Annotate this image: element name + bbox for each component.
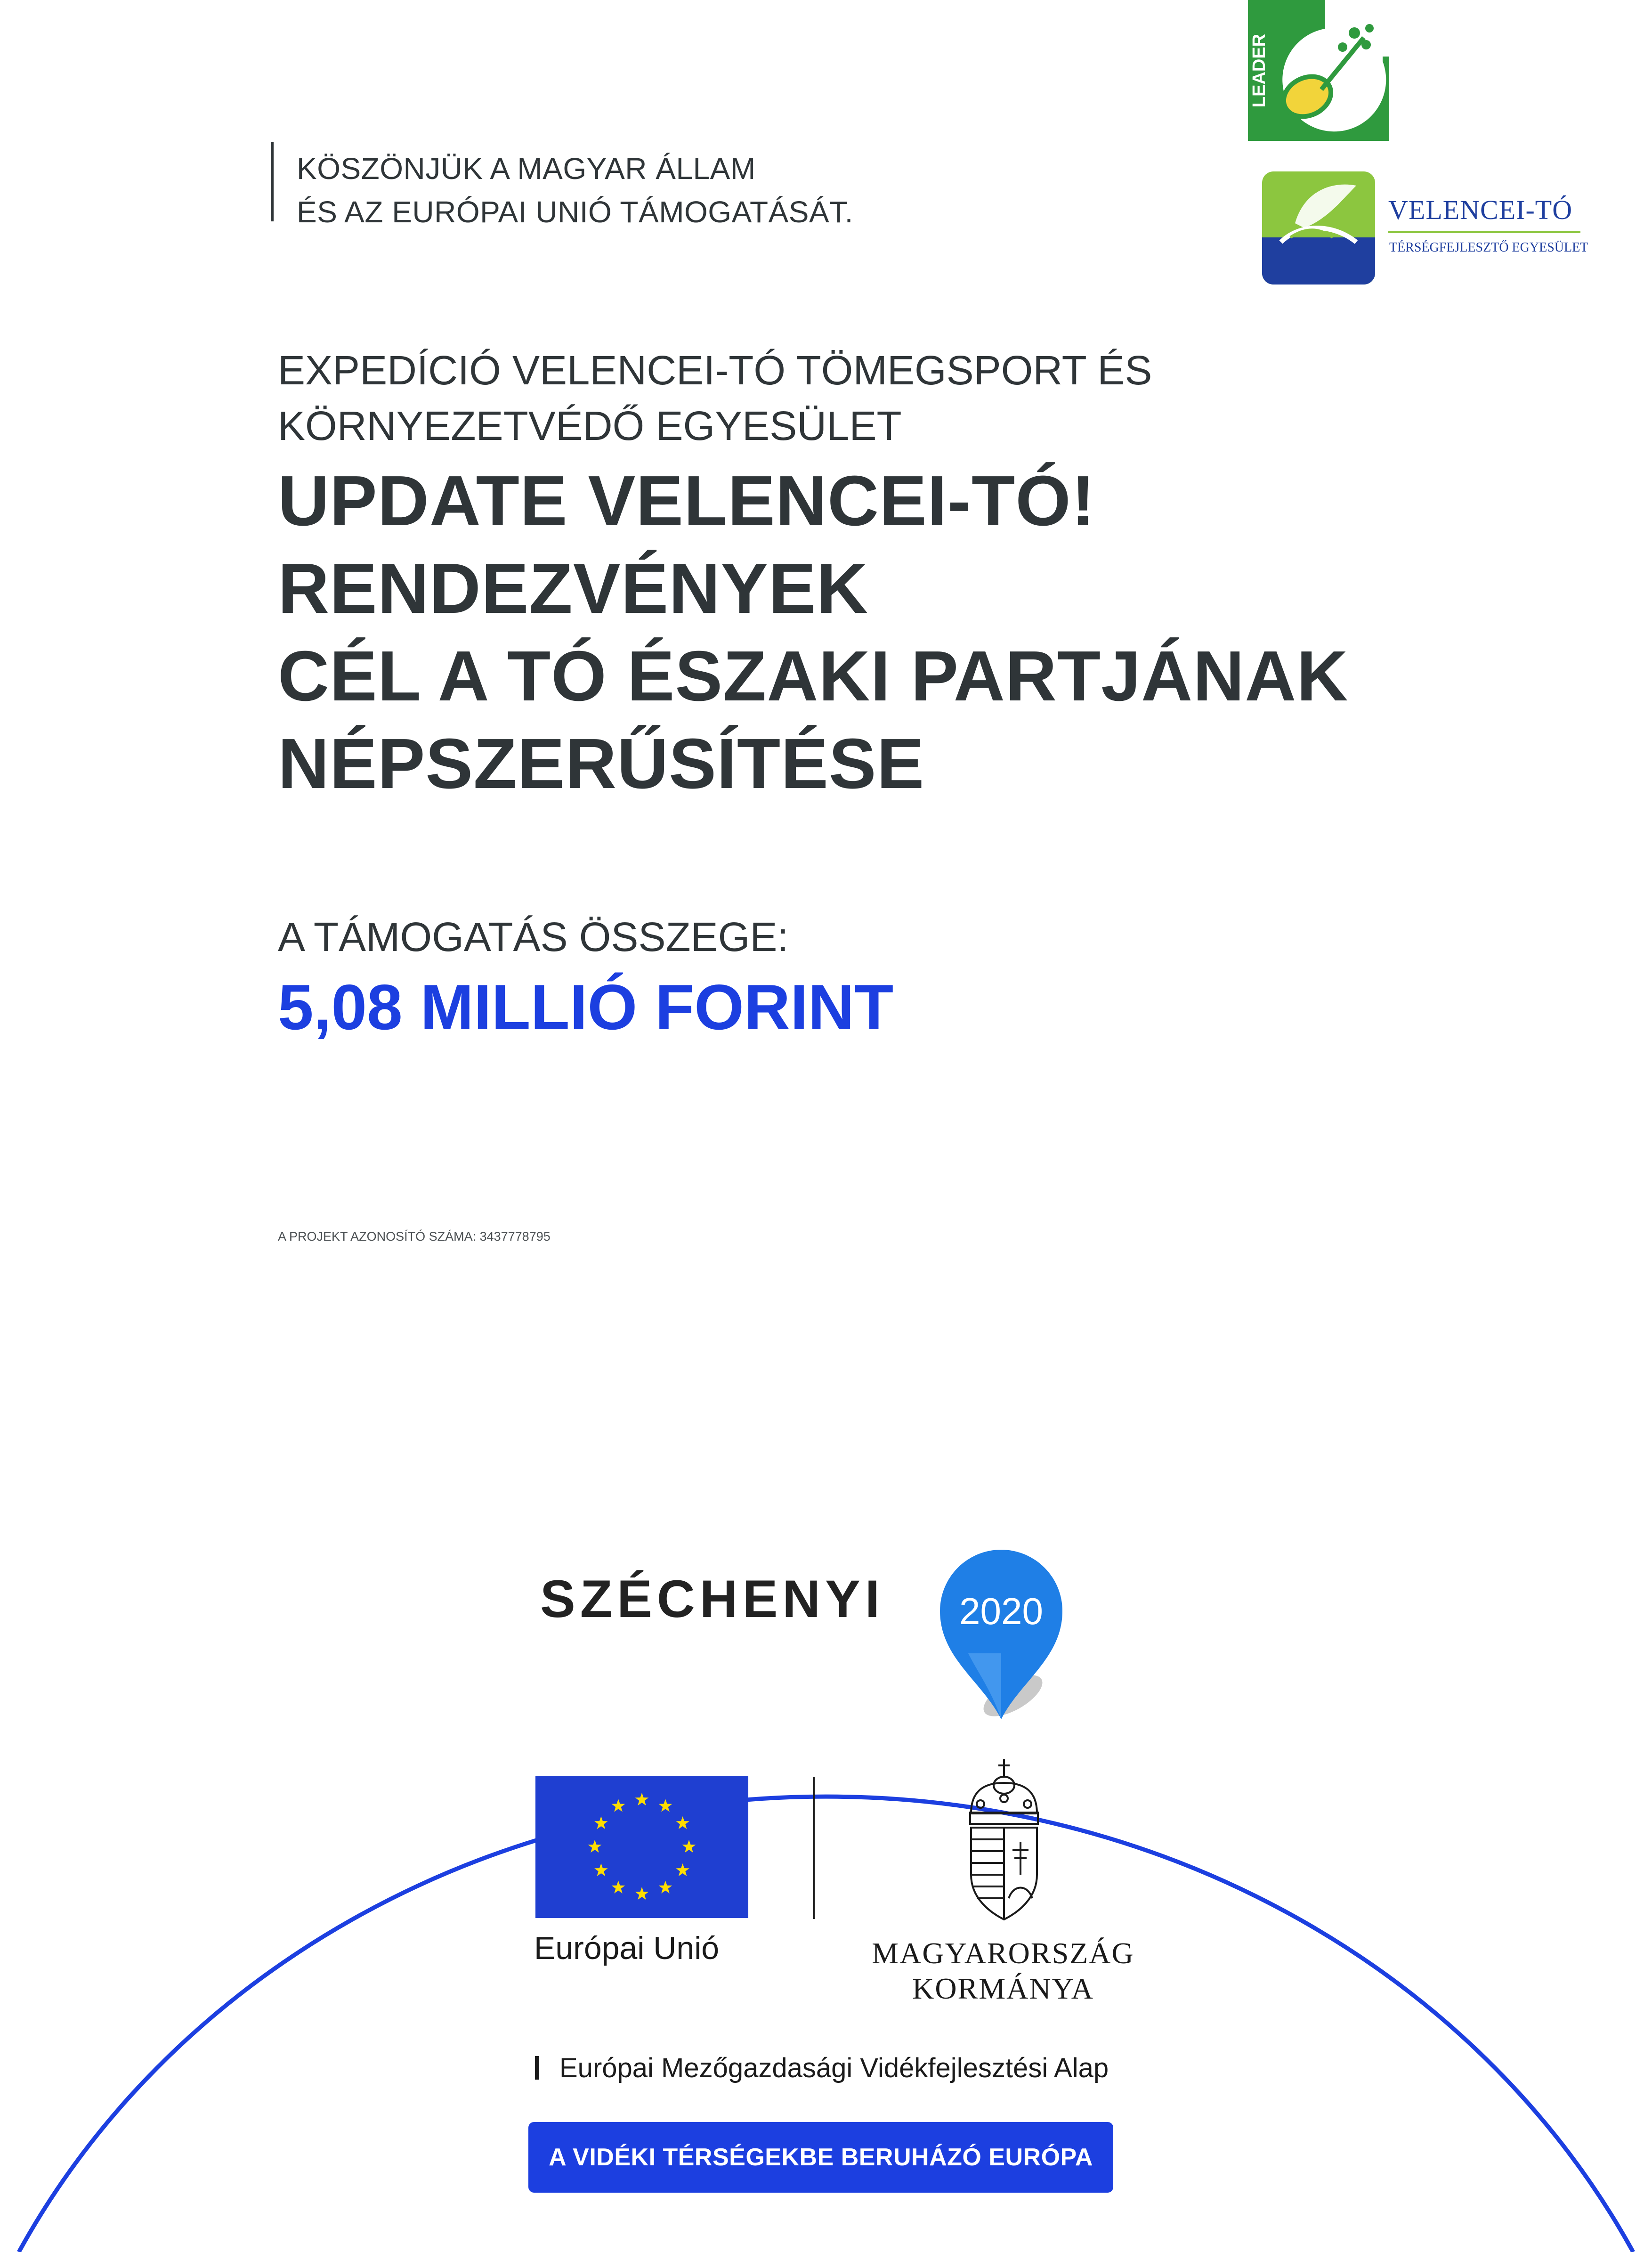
eu-star-icon <box>612 1799 625 1812</box>
org-line-2: KÖRNYEZETVÉDŐ EGYESÜLET <box>278 403 902 449</box>
org-line-1: EXPEDÍCIÓ VELENCEI-TÓ TÖMEGSPORT ÉS <box>278 348 1152 393</box>
headline-line-1: UPDATE VELENCEI-TÓ! <box>278 461 1095 540</box>
velencei-to-subtitle: TÉRSÉGFEJLESZTŐ EGYESÜLET <box>1389 240 1588 255</box>
szechenyi-2020-pin-icon <box>931 1540 1081 1729</box>
leader-text: LEADER <box>1249 33 1269 108</box>
thanks-bar <box>271 142 274 221</box>
velencei-to-title: VELENCEI-TÓ <box>1388 195 1573 225</box>
thanks-text <box>297 147 853 234</box>
eu-star-icon <box>588 1840 602 1853</box>
thanks-line-2: ÉS AZ EURÓPAI UNIÓ TÁMOGATÁSÁT. <box>297 195 853 229</box>
project-id: A PROJEKT AZONOSÍTÓ SZÁMA: 3437778795 <box>278 1229 551 1244</box>
government-line-1: MAGYARORSZÁG <box>872 1936 1134 1970</box>
eu-star-icon <box>682 1840 696 1853</box>
logo-divider <box>813 1777 815 1919</box>
velencei-to-underline <box>1388 231 1580 233</box>
eu-star-icon <box>612 1881 625 1894</box>
szechenyi-year: 2020 <box>959 1590 1043 1632</box>
eu-star-icon <box>659 1799 672 1812</box>
slogan-banner: A VIDÉKI TÉRSÉGEKBE BERUHÁZÓ EURÓPA <box>528 2122 1113 2193</box>
eu-star-icon <box>635 1887 649 1900</box>
eu-label: Európai Unió <box>534 1930 720 1966</box>
fund-name: Európai Mezőgazdasági Vidékfejlesztési Alap <box>559 2053 1109 2083</box>
velencei-to-logo <box>1262 171 1592 285</box>
headline-line-3: CÉL A TÓ ÉSZAKI PARTJÁNAK <box>278 636 1349 715</box>
support-amount-label: A TÁMOGATÁS ÖSSZEGE: <box>278 914 789 960</box>
eu-star-icon <box>594 1816 608 1829</box>
eu-flag <box>535 1776 748 1918</box>
hungarian-coat-of-arms-icon <box>957 1757 1051 1927</box>
eu-star-icon <box>676 1816 689 1829</box>
eu-star-icon <box>676 1863 689 1876</box>
eu-star-icon <box>659 1881 672 1894</box>
government-line-2: KORMÁNYA <box>912 1972 1094 2005</box>
headline-line-2: RENDEZVÉNYEK <box>278 548 868 628</box>
eu-stars-icon <box>535 1776 748 1918</box>
organisation-name <box>278 343 1152 454</box>
eu-star-icon <box>594 1863 608 1876</box>
eu-star-icon <box>635 1793 649 1805</box>
thanks-line-1: KÖSZÖNJÜK A MAGYAR ÁLLAM <box>297 152 756 186</box>
fund-bar <box>535 2056 539 2080</box>
headline-line-4: NÉPSZERŰSÍTÉSE <box>278 724 925 803</box>
support-amount: 5,08 MILLIÓ FORINT <box>278 971 894 1043</box>
project-headline <box>278 457 1348 807</box>
szechenyi-wordmark: SZÉCHENYI <box>540 1569 884 1628</box>
leader-logo <box>1246 0 1391 143</box>
